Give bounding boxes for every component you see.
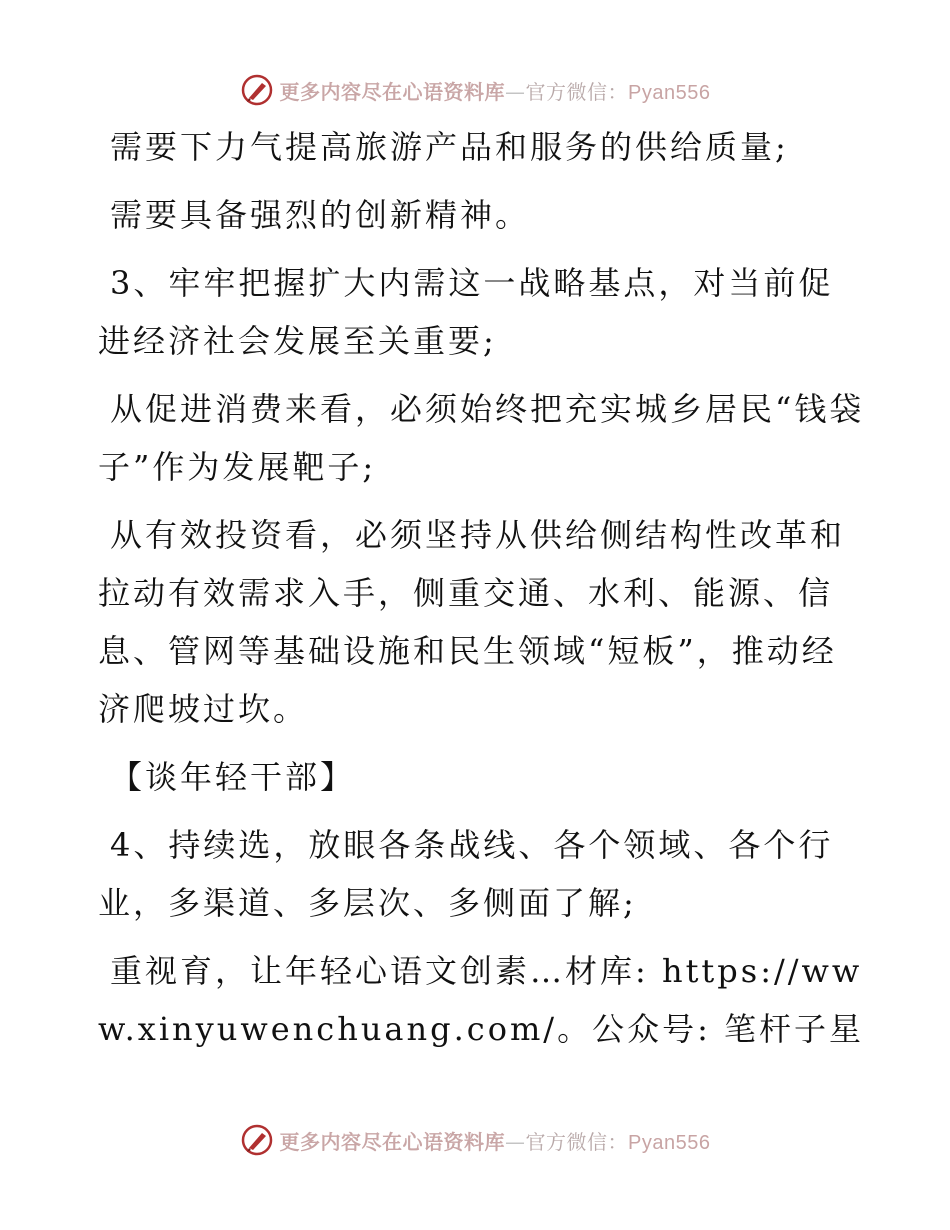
watermark-sep: — [505,1129,526,1154]
paragraph: 需要具备强烈的创新精神。 [110,196,531,234]
watermark-wechat-id: Pyan556 [628,81,711,104]
section-heading: 【谈年轻干部】 [110,758,356,796]
watermark-wechat-label: 官方微信： [525,1129,629,1154]
paragraph: 3、牢牢把握扩大内需这一战略基点，对当前促进经济社会发展至关重要; [98,264,834,360]
paragraph: 需要下力气提高旅游产品和服务的供给质量; [110,128,789,166]
watermark-sep: — [505,79,526,104]
paragraph: 从有效投资看，必须坚持从供给侧结构性改革和拉动有效需求入手，侧重交通、水利、能源、信息、管网等基础设施和民生领域“短板”，推动经济爬坡过坎。 [98,516,846,728]
paragraph: 重视育，让年轻心语文创素…材库: https://www.xinyuwenchuang.com/。公众号: 笔杆子星 [98,952,865,1048]
watermark-wechat-id: Pyan556 [628,1131,711,1154]
paragraph: 4、持续选，放眼各条战线、各个领域、各个行业，多渠道、多层次、多侧面了解; [98,826,834,922]
pen-logo-icon [240,73,274,107]
pen-logo-icon [240,1123,274,1157]
watermark-main: 更多内容尽在心语资料库 [279,79,506,104]
watermark-wechat-label: 官方微信： [525,79,629,104]
watermark-text [280,76,711,105]
watermark-text [280,1126,711,1155]
header-watermark [0,70,950,110]
paragraph: 从促进消费来看，必须始终把充实城乡居民“钱袋子”作为发展靶子; [98,390,865,486]
footer-watermark [0,1120,950,1160]
document-body [98,118,868,1068]
watermark-main: 更多内容尽在心语资料库 [279,1129,506,1154]
